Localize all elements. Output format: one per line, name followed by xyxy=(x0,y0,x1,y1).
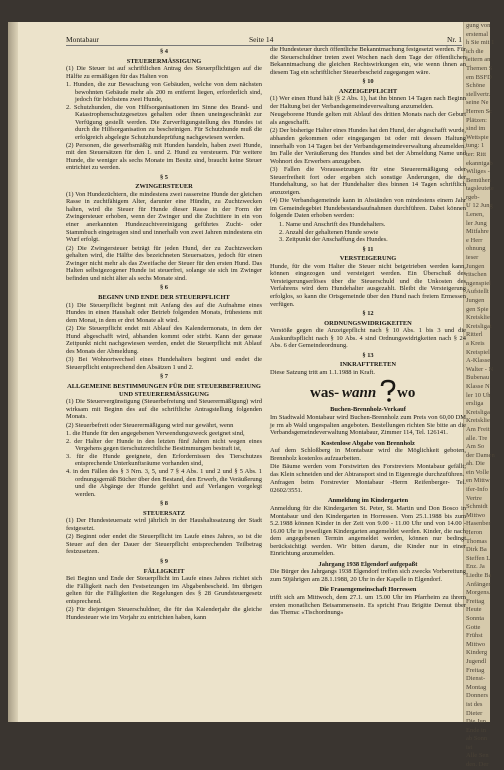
edge-text-line: Herren Sc xyxy=(466,107,493,115)
statute-p: (2) Der bisherige Halter eines Hundes hat den Hund, der abgeschafft wurde, abhanden gekommen oder eingegangen ist oder mit dessen Haltung innerhalb von 14 Tagen bei der Verbandsgemeindeverwaltung abzumelden. Im Falle der Veräußerung des Hundes sind bei der Abmeldung Name und Wohnort des Erwerbers anzugeben. xyxy=(270,127,466,165)
classified-bh: Kostenlose Abgabe von Brennholz xyxy=(321,439,415,447)
edge-text-line: stellvertr. xyxy=(466,90,491,98)
statute-li: 1. Hunden, die zur Bewachung von Gebäuden, welche von dem nächsten bewohnten Gebäude mehr als 200 m entfernt liegen, erforderlich sind, jedoch für höchstens zwei Hunde, xyxy=(66,81,262,104)
statute-p: (4) Die Verbandsgemeinde kann in Abständen von mindestens einem Jahr im Gemeindegebiet Hundebestandsaufnahmen durchführen. Dabei können folgende Daten erhoben werden: xyxy=(270,197,466,220)
edge-text-line: U 12 Jung xyxy=(466,202,493,210)
statute-sec: § 9 xyxy=(159,558,169,565)
edge-text-line: Dieter xyxy=(466,709,483,717)
edge-text-line: Wettspie xyxy=(466,133,489,141)
edge-text-line: Am Freit xyxy=(466,425,490,433)
edge-text-line: ohnung xyxy=(466,245,486,253)
statute-p: (2) Steuerbefreit oder Steuerermäßigung wird nur gewährt, wenn xyxy=(66,421,234,429)
edge-text-line: ah. Die xyxy=(466,460,485,468)
edge-text-line: tagsleutete xyxy=(466,185,494,193)
edge-text-line: gung von xyxy=(466,22,491,29)
edge-text-line: Themen S xyxy=(466,64,493,72)
edge-text-line: Ritterl xyxy=(466,331,483,339)
edge-text-line: h Sie mit 1 xyxy=(466,39,495,47)
classified-bh: Die Frauengemeinschaft Horressen xyxy=(319,586,417,594)
statute-li: 1. die Hunde für den angegebenen Verwendungszweck geeignet sind, xyxy=(66,430,245,438)
statute-p: Hunde, für die vom Halter die Steuer nicht beigetrieben werden kann, können eingezogen und versteigert werden. Ein Überschuß des Versteigerungserlöses über die Steuerschuld und die Unkosten des Verfahrens wird dem Hundehalter ausgezahlt. Bleibt die Versteigerung erfolglos, so kann die Ortsgemeinde über den Hund nach freiem Ermessen verfügen. xyxy=(270,262,466,308)
statute-sec: ANZEIGEPFLICHT xyxy=(338,87,398,95)
edge-text-line: ritschen xyxy=(466,271,487,279)
edge-text-line: Alle Sen xyxy=(466,752,489,760)
edge-text-line: Steffen L xyxy=(466,554,491,562)
statute-p: Verstöße gegen die Anzeigepflicht nach § 10 Abs. 1 bis 3 und die Auskunftspflicht nach § 10 Abs. 4 sind Ordnungswidrigkeiten nach § 24 Abs. 6 der Gemeindeordnung. xyxy=(270,327,466,350)
edge-text-line: erstemal xyxy=(466,30,489,38)
edge-text-line: Kreisklie xyxy=(466,417,490,425)
edge-text-line: Enz. Ja xyxy=(466,563,485,571)
statute-sec: BEGINN UND ENDE DER STEUERPFLICHT xyxy=(98,293,230,301)
edge-text-line: Bubenau xyxy=(466,374,490,382)
was-wann-wo-logo-graphic xyxy=(308,380,428,404)
edge-text-line: Mitfahre xyxy=(466,228,489,236)
statute-sec: FÄLLIGKEIT xyxy=(143,567,185,575)
edge-text-line: Plätzen: xyxy=(466,116,487,124)
edge-text-line: Kreisliga xyxy=(466,408,490,416)
statute-sec: ORDNUNGSWIDRIGKEITEN xyxy=(324,319,412,327)
edge-text-line: Wiliges - xyxy=(466,168,490,176)
statute-p: (1) Der Hundesteuersatz wird jährlich in der Haushaltssatzung der Stadt festgesetzt. xyxy=(66,517,262,532)
edge-text-line: Jungen xyxy=(466,262,485,270)
edge-text-line: Gotte xyxy=(466,623,481,631)
edge-text-line: Kreisligat xyxy=(466,322,492,330)
statute-li: 4. in den Fällen des § 3 Nrn. 3, 5, und 7 § 4 Abs. 1 und 2 und § 5 Abs. 1 ordnungsgemäß Bücher über den Bestand, den Erwerb, die Veräußerung und die Abgänge der Hunde geführt und auf Verlangen vorgelegt werden. xyxy=(66,467,262,498)
statute-sec: § 6 xyxy=(159,284,169,292)
edge-text-line: a Kreis xyxy=(466,339,485,347)
edge-text-line: Am So xyxy=(466,443,485,451)
header-page-number: Seite 14 xyxy=(249,35,274,44)
edge-text-line: Dirk Ba xyxy=(466,546,487,554)
edge-text-line: ist des xyxy=(466,700,483,708)
edge-text-line: e Herr xyxy=(466,236,483,244)
edge-text-line: ist xyxy=(466,743,473,751)
edge-text-line: Morgens. xyxy=(466,589,491,597)
edge-text-line: Vertre xyxy=(466,494,482,502)
logo-wann: wann xyxy=(342,385,377,402)
statute-sec: § 8 xyxy=(159,500,169,508)
edge-text-line: ekanntgab xyxy=(466,159,493,167)
edge-text-line: Schöne xyxy=(466,82,486,90)
statute-p: (3) Fallen die Voraussetzungen für eine Steuerermäßigung oder Steuerfreiheit fort oder ergeben sich sonstige Änderungen, die der Hundehaltung, so hat der Hundehalter dies binnen 14 Tagen schriftlich anzuzeigen. xyxy=(270,166,466,196)
edge-text-line: Frühst xyxy=(466,632,483,640)
statute-p: (1) Die Steuervergünstigung (Steuerbefreiung und Steuerermäßigung) wird wirksam mit Beginn des auf die schriftliche Antragstellung folgenden Monats. xyxy=(66,398,262,421)
statute-sec: VERSTEIGERUNG xyxy=(339,255,397,263)
left-column xyxy=(66,46,262,622)
statute-li: 3. für die Hunde geeignete, den Erfordernissen des Tierschutzes entsprechende Unterkunftsräume vorhanden sind, xyxy=(66,452,262,468)
page-header xyxy=(66,35,462,46)
header-issue-number: Nr. 1 xyxy=(447,35,462,44)
statute-li2: 3. Zeitpunkt der Anschaffung des Hundes. xyxy=(279,236,388,244)
edge-text-line: ler Jung xyxy=(466,219,487,227)
statute-sec: § 7 xyxy=(159,373,169,381)
statute-li2: 1. Name und Anschrift des Hundehalters. xyxy=(279,221,386,229)
edge-text-line: Jugendl xyxy=(466,657,487,665)
adjacent-page-edge xyxy=(463,22,495,769)
edge-text-line: Thomas xyxy=(466,537,487,545)
edge-text-line: ieser xyxy=(466,254,479,262)
statute-sec: ALLGEMEINE BESTIMMUNGEN FÜR DIE STEUERBEFREIUNG UND STEUERERMÄSSIGUNG xyxy=(67,382,261,398)
newspaper-page xyxy=(8,22,495,769)
edge-text-line: Bemühen xyxy=(466,176,491,184)
classified-cls: Im Stadtwald Montabaur wird Buchen-Brennholz zum Preis von 60,00 DM je rm ab Wald ungespalten angeboten. Bestellungen richten Sie bitte an die Verbandsgemeindeverwaltung Montabaur, Zimmer 114, Tel. 126141. xyxy=(270,413,466,437)
edge-text-line: ifer-Info xyxy=(466,486,488,494)
classified-cls: Auf dem Schloßberg in Montabaur wird die Möglichkeit geboten, Brennholz kostenlos aufzuarbeiten. xyxy=(270,447,466,462)
edge-text-line: der Damen xyxy=(466,451,495,459)
edge-text-line: Heron xyxy=(466,529,483,537)
statute-li2: 2. Anzahl der gehaltenen Hunde sowie xyxy=(279,228,379,236)
statute-sec: ZWINGERSTEUER xyxy=(135,183,193,191)
edge-text-line: gen Spie xyxy=(466,305,489,313)
edge-text-line: Die Jun xyxy=(466,718,487,726)
classified-cls: Anfragen beim Forstrevier Montabaur -Herrn Reifenberger- Tel. 02602/3551. xyxy=(270,479,466,494)
edge-text-line: Anfänger xyxy=(466,580,491,588)
statute-sec: § 10 xyxy=(362,78,374,86)
statute-li: 2. der Halter der Hunde in den letzten fünf Jahren nicht wegen eines Vergehens gegen tierschutzrechtliche Bestimmungen bestraft ist, xyxy=(66,437,262,453)
edge-text-line: Donners xyxy=(466,692,489,700)
edge-text-line: Walter - N xyxy=(466,365,494,373)
edge-text-line: Mittwo xyxy=(466,511,486,519)
statute-sec: § 5 xyxy=(159,173,169,181)
statute-sec: § 11 xyxy=(362,245,374,253)
statute-p: (3) Bei Wohnortwechsel eines Hundehalters beginnt und endet die Steuerpflicht entsprechend den Absätzen 1 und 2. xyxy=(66,356,262,371)
edge-text-line: em BSFD xyxy=(466,73,492,81)
statute-continuation xyxy=(270,46,466,376)
edge-text-line: en Mittw xyxy=(466,477,490,485)
edge-text-line: Jungen xyxy=(466,297,485,304)
statute-p: (1) Wer einen Hund hält (§ 2 Abs. 1), hat ihn binnen 14 Tagen nach Beginn der Haltung bei der Verbandsgemeindeverwaltung anzumelden. xyxy=(270,95,466,110)
edge-text-line: rgeb- xyxy=(466,193,480,201)
edge-text-line: Lenen, xyxy=(466,211,484,219)
logo-was: was- xyxy=(310,385,340,402)
edge-text-line: Hasenber xyxy=(466,520,491,528)
classified-cls: Die Bürger des Jahrgangs 1938 Elgendorf treffen sich zwecks Vorbereitung zum 50jährigen am 28.1.1988, 20 Uhr in der Kapelle in Elgendorf. xyxy=(270,568,466,583)
statute-sec: § 13 xyxy=(362,351,374,359)
statute-sec: STEUERSATZ xyxy=(142,509,186,517)
edge-text-line: Heute xyxy=(466,606,482,614)
edge-text-line: ter: Ritt xyxy=(466,150,487,158)
edge-text-line: Kreisklie xyxy=(466,314,490,322)
statute-sec: INKRAFTTRETEN xyxy=(339,361,397,369)
logo-wo: wo xyxy=(397,385,416,402)
statute-p: (2) Für diejenigen Steuerschuldner, die für das Kalenderjahr die gleiche Hundesteuer wie im Vorjahr zu entrichten haben, kann xyxy=(66,606,262,621)
edge-text-line: Dienst- xyxy=(466,675,486,683)
classified-bh: Anmeldung im Kindergarten xyxy=(327,497,409,505)
edge-text-line: Aufstellt xyxy=(466,288,489,296)
edge-text-line: leitern an xyxy=(466,56,491,64)
edge-text-line: sind im xyxy=(466,125,486,133)
edge-text-line: Freitag xyxy=(466,666,485,674)
classified-cls: Anmeldung für die Kindergarten St. Peter, St. Martin und Don Bosco in Montabaur und den Kindergarten in Horressen. Vom 25.1.1988 bis zum 5.2.1988 können Kinder in der Zeit von 9.00 - 11.00 Uhr und von 14.00 - 16.00 Uhr in jeweiligen Kindergarten angemeldet werden. Kinder, die nach dem angegebenen Termin angemeldet werden, können nur bedingt berücksichtigt werden. Wir bitten darum, die Kinder nur in einer Einrichtung anzumelden. xyxy=(270,504,466,558)
classified-cls: Die Bäume werden vom Forstwirten des Forstreviers Montabaur gefällt; das Klein schneiden und der Abtransport sind in Eigenregie durchzuführen. xyxy=(270,463,466,478)
statute-p: Diese Satzung tritt am 1.1.1988 in Kraft. xyxy=(270,368,375,376)
edge-text-line: ler 10 Uh xyxy=(466,391,491,399)
edge-text-line: alle. Tre xyxy=(466,434,488,442)
statute-sec: § 4 xyxy=(159,48,169,55)
edge-text-line: ein Volle xyxy=(466,468,490,476)
statute-p: Neugeborene Hunde gelten mit Ablauf des dritten Monats nach der Geburt als angeschafft. xyxy=(270,111,466,126)
edge-text-line: seine Ne xyxy=(466,99,489,107)
right-column xyxy=(270,46,466,618)
statute-p: (2) Die Zwingersteuer beträgt für jeden Hund, der zu Zuchtzwecken gehalten wird, die Hälfte des bezeichneten Steuersatzes, jedoch für einen Zwinger nicht mehr als das Zweifache der Steuer für den ersten Hund. Das Halten selbstgezogener Hunde ist steuerfrei, solange sie sich im Zwinger befinden und nicht älter als sechs Monate sind. xyxy=(66,244,262,282)
edge-text-line: Liedte Ba xyxy=(466,572,492,579)
edge-text-line: A-Klasse xyxy=(466,357,491,365)
edge-text-line: Sonnta xyxy=(466,614,485,622)
statute-p: (2) Die Steuerpflicht endet mit Ablauf des Kalendermonats, in dem der Hund abgeschafft wird, abhanden kommt oder stirbt. Kann der genaue Zeitpunkt nicht nachgewiesen werden, endet die Steuerpflicht mit Ablauf des Monats der Abmeldung. xyxy=(66,325,262,355)
edge-text-line: ab Sonn xyxy=(466,735,488,743)
statute-sec: STEUERERMÄSSIGUNG xyxy=(126,57,202,65)
classified-bh: Buchen-Brennholz-Verkauf xyxy=(330,406,406,414)
statute-li: 2. Schutzhunden, die von Hilfsorganisationen im Sinne des Brand- und Katastrophenschutzgesetzes gehalten oder ihnen uneingeschränkt zur Verfügung gestellt werden. Die Zurverfügungstellung des Hundes ist durch die Hilfsorganisation zu bescheinigen. Für Schutzhunde muß die erfolgreich abgelegte Schutzhundeprüfung nachgewiesen werden. xyxy=(66,103,262,142)
statute-p: (1) Die Steuerpflicht beginnt mit Anfang des auf die Aufnahme eines Hundes in einen Haushalt oder Betrieb folgenden Monats, frühestens mit dem Monat, in dem er drei Monate alt wird. xyxy=(66,301,262,324)
edge-text-line: Freitag xyxy=(466,597,485,605)
edge-text-line: ich die xyxy=(466,47,484,55)
statute-p: (1) Die Steuer ist auf schriftlichen Antrag des Steuerpflichtigen auf die Hälfte zu ermäßigen für das Halten von xyxy=(66,65,262,80)
edge-text-line: ersliga xyxy=(466,400,484,408)
classified-cls: trifft sich am Mittwoch, dem 27.1. um 15.00 Uhr im Pfarrheim zu ihrem ersten monatlichen Beisammensein. Es spricht Frau Brigitte Demut über das Thema: «Tischordnung» xyxy=(270,594,466,617)
classified-bh: Jahrgang 1938 Elgendorf aufgepaßt xyxy=(318,560,418,568)
was-wann-wo-logo xyxy=(270,381,466,403)
edge-text-line: ngenspiel xyxy=(466,279,491,287)
statute-sec: § 12 xyxy=(362,310,374,318)
question-mark-icon xyxy=(382,381,394,402)
edge-text-line: Klasse N xyxy=(466,382,490,390)
classifieds-section xyxy=(270,406,466,616)
edge-text-line: Ende in xyxy=(466,726,487,734)
statute-p: (2) Beginnt oder endet die Steuerpflicht im Laufe eines Jahres, so ist die Steuer auf den der Dauer der Steuerpflicht entsprechenden Teilbetrag festzusetzen. xyxy=(66,533,262,556)
page-spine xyxy=(8,22,18,722)
header-town: Montabaur xyxy=(66,35,99,44)
edge-text-line: Kinderg xyxy=(466,649,488,657)
edge-text-line: Mittwo xyxy=(466,640,486,648)
edge-text-line: tung: 1 xyxy=(466,142,485,150)
statute-p: Bei Beginn und Ende der Steuerpflicht im Laufe eines Jahres richtet sich die Fälligkeit nach den Festsetzungen im Abgabenbescheid. Im übrigen gelten für die Fälligkeiten die Regelungen des § 28 Grundsteuergesetz entsprechend. xyxy=(66,575,262,605)
statute-p: (2) Personen, die gewerbsmäßig mit Hunden handeln, haben zwei Hunde, mit den Steuersätzen für den 1. und 2. Hund zu versteuern. Für weitere Hunde, die weniger als sechs Monate im Besitz sind, braucht keine Steuer entrichtet zu werden. xyxy=(66,141,262,172)
edge-text-line: Schmidt xyxy=(466,503,488,511)
statute-p: (1) Von Hundezüchtern, die mindestens zwei rassereine Hunde der gleichen Rasse in zuchtfähigem Alter, darunter eine Hündin, zu Zuchtzwecken halten, wird die Steuer für Hunde dieser Rasse in der Form der Zwingersteuer erhoben, wenn der Zwinger und die Zuchttiere in ein von einer anerkannten Hundezuchtvereinigung geführtes Zucht- oder Stammbuch eingetragen sind und innerhalb von zwei Jahren mindestens ein Wurf erfolgt. xyxy=(66,190,262,244)
edge-text-line: Kreispiel xyxy=(466,348,490,356)
edge-text-line: Montag xyxy=(466,683,487,691)
edge-text-line: den. Der xyxy=(466,761,489,769)
statute-p: die Hundesteuer durch öffentliche Bekanntmachung festgesetzt werden. Für die Steuerschuldner treten zwei Wochen nach dem Tage der öffentlichen Bekanntmachung die gleichen Rechtswirkungen ein, wie wenn ihnen an diesem Tag ein schriftlicher Steuerbescheid zugegangen wäre. xyxy=(270,46,466,76)
